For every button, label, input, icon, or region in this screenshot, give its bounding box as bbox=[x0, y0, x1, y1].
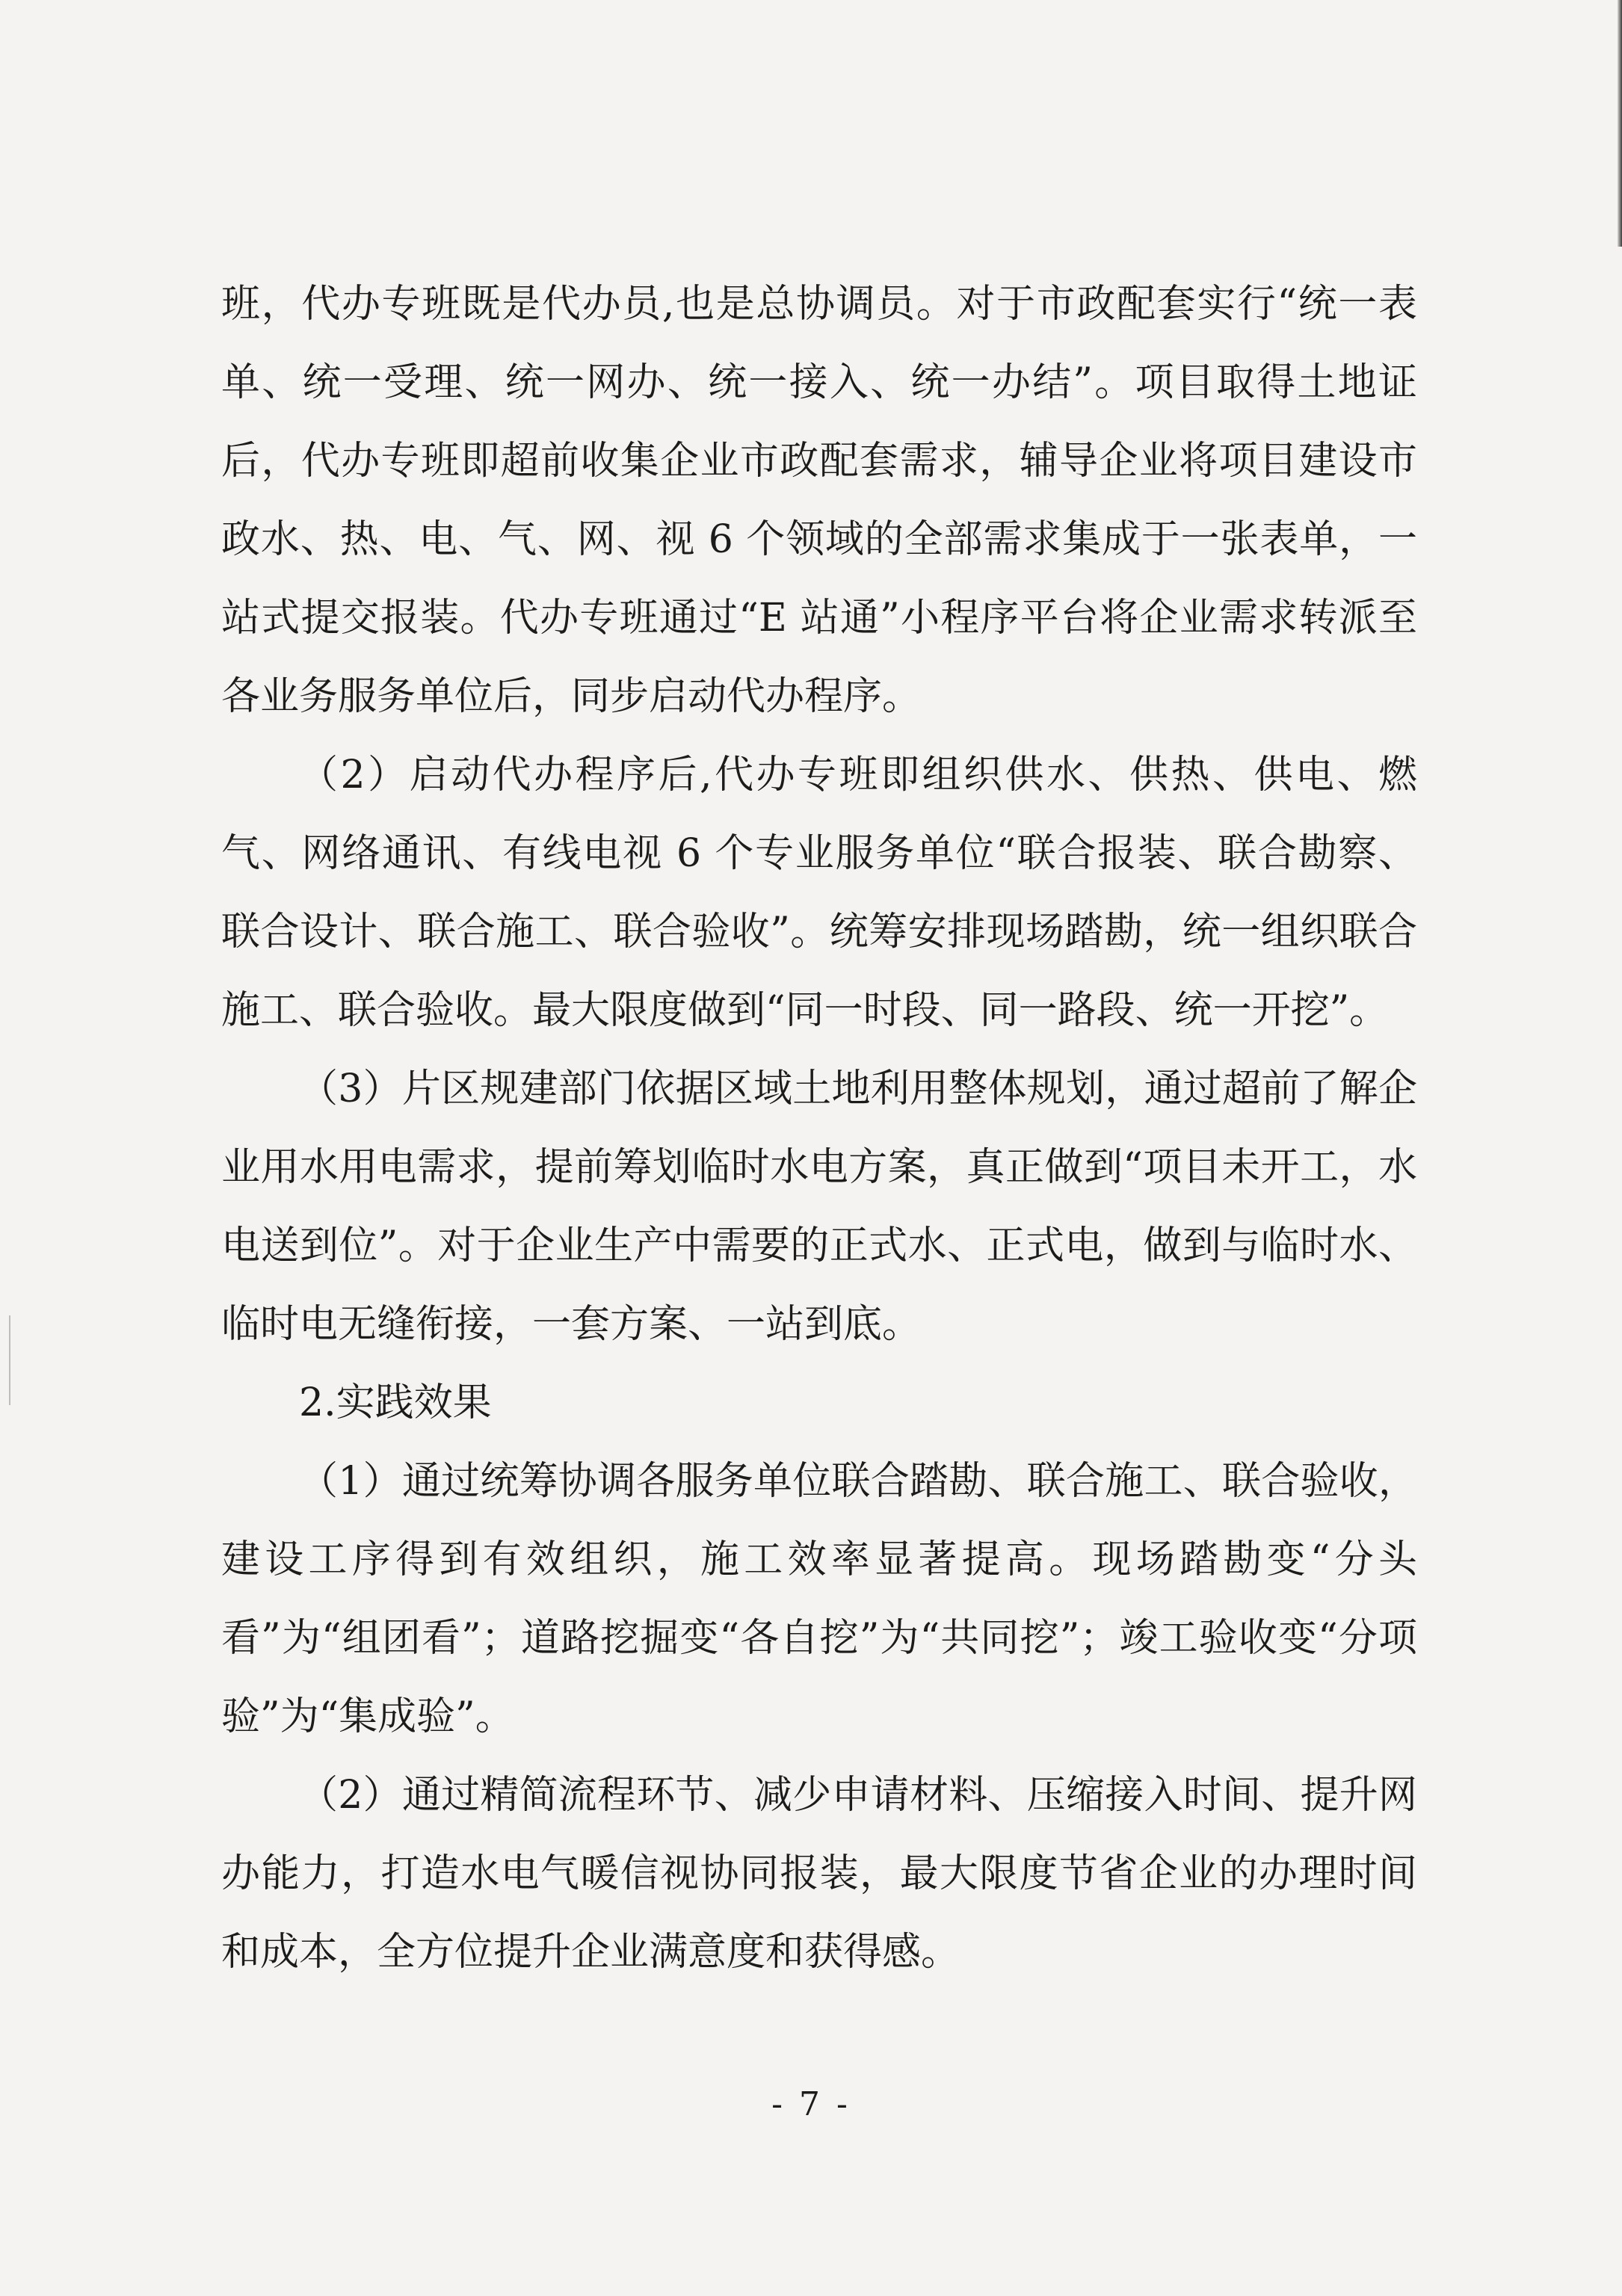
paragraph-1: 班，代办专班既是代办员,也是总协调员。对于市政配套实行“统一表单、统一受理、统一网办、统一接入、统一办结”。项目取得土地证后，代办专班即超前收集企业市政配套需求，辅导企业将项目建设市政水、热、电、气、网、视 6 个领域的全部需求集成于一张表单，一站式提交报装。代办专班通过“E 站通”小程序平台将企业需求转派至各业务服务单位后，同步启动代办程序。 bbox=[221, 282, 1417, 719]
paragraph-2: （2）启动代办程序后,代办专班即组织供水、供热、供电、燃气、网络通讯、有线电视 6 个专业服务单位“联合报装、联合勘察、联合设计、联合施工、联合验收”。统筹安排现场踏勘，统一组织联合施工、联合验收。最大限度做到“同一时段、同一路段、统一开挖”。 bbox=[221, 753, 1417, 1033]
paragraph-3: （3）片区规建部门依据区域土地利用整体规划，通过超前了解企业用水用电需求，提前筹划临时水电方案，真正做到“项目未开工，水电送到位”。对于企业生产中需要的正式水、正式电，做到与临时水、临时电无缝衔接，一套方案、一站到底。 bbox=[221, 1067, 1417, 1347]
scan-edge-shadow bbox=[1618, 0, 1622, 247]
page-number: - 7 - bbox=[771, 2085, 851, 2123]
scan-edge-mark bbox=[9, 1315, 10, 1405]
paragraph-4: （1）通过统筹协调各服务单位联合踏勘、联合施工、联合验收，建设工序得到有效组织，施工效率显著提高。现场踏勘变“分头看”为“组团看”；道路挖掘变“各自挖”为“共同挖”；竣工验收变“分项验”为“集成验”。 bbox=[221, 1459, 1417, 1739]
paragraph-5: （2）通过精简流程环节、减少申请材料、压缩接入时间、提升网办能力，打造水电气暖信视协同报装，最大限度节省企业的办理时间和成本，全方位提升企业满意度和获得感。 bbox=[221, 1773, 1417, 1975]
section-heading: 2.实践效果 bbox=[299, 1380, 492, 1425]
body-text bbox=[221, 265, 1417, 1992]
